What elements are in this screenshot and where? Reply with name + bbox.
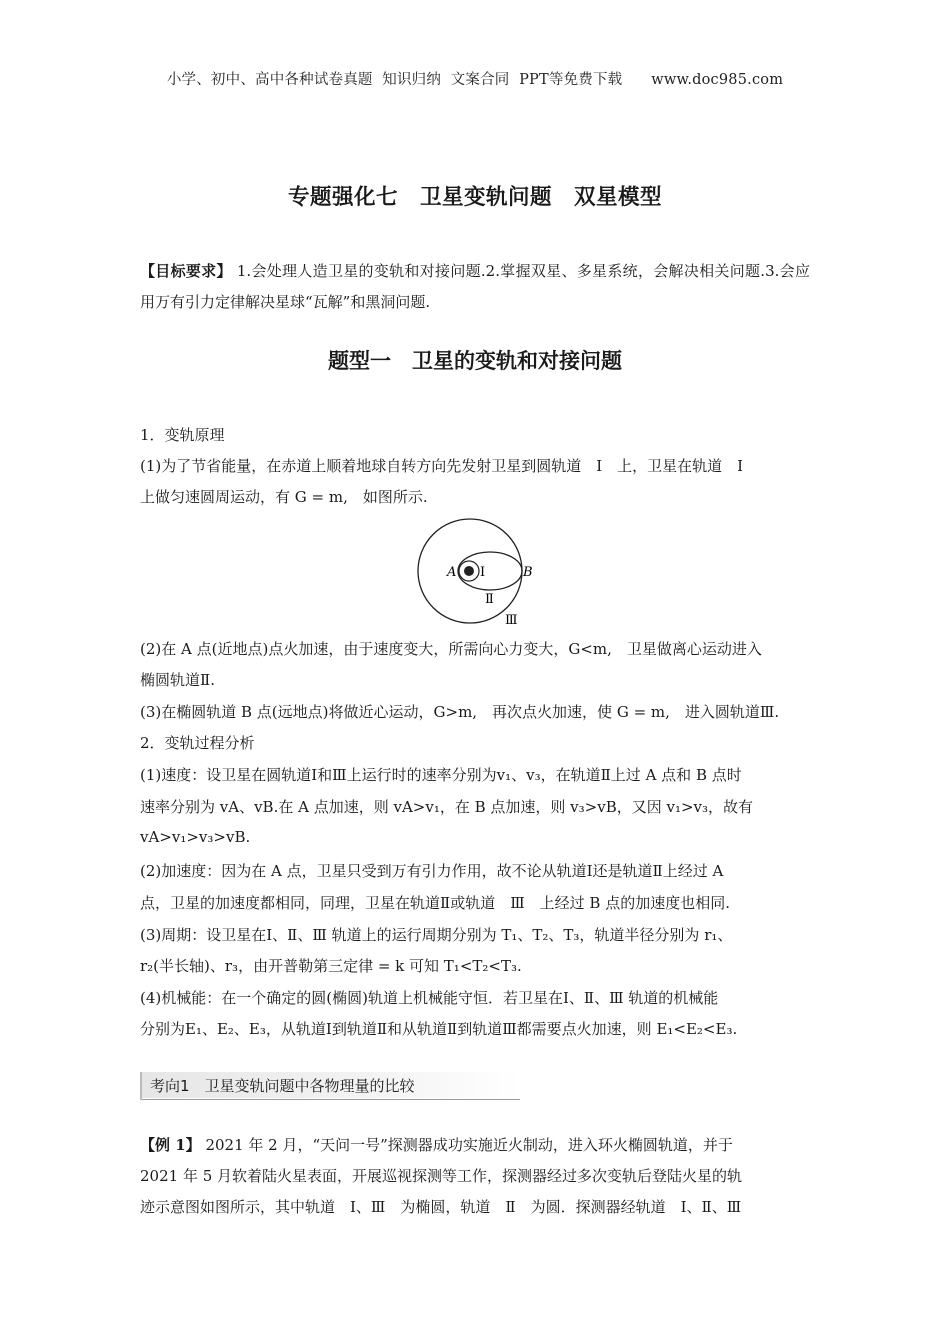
orbit-iii-label: Ⅲ	[505, 613, 518, 628]
orbit-ii-label: Ⅱ	[485, 592, 494, 607]
orbit-i-label: Ⅰ	[480, 565, 486, 580]
goal-label: 【目标要求】	[140, 262, 232, 280]
orbit-diagram	[400, 512, 550, 634]
text-line: (3)周期：设卫星在Ⅰ、Ⅱ、Ⅲ 轨道上的运行周期分别为 T₁、T₂、T₃，轨道半径分别为 r₁、	[140, 926, 733, 944]
text-line: 点，卫星的加速度都相同，同理，卫星在轨道Ⅱ或轨道 Ⅲ 上经过 B 点的加速度也相同.	[140, 894, 730, 912]
earth-dot	[464, 566, 474, 576]
text-line: vA>v₁>v₃>vB.	[140, 828, 251, 846]
example-label: 【例 1】	[140, 1136, 201, 1154]
text-line: (1)为了节省能量，在赤道上顺着地球自转方向先发射卫星到圆轨道 Ⅰ 上，卫星在轨道 Ⅰ	[140, 457, 744, 475]
text-line: 迹示意图如图所示，其中轨道 Ⅰ、Ⅲ 为椭圆，轨道 Ⅱ 为圆．探测器经轨道 Ⅰ、Ⅱ、Ⅲ	[140, 1198, 742, 1216]
text-line: 速率分别为 vA、vB.在 A 点加速，则 vA>v₁，在 B 点加速，则 v₃>vB，又因 v₁>v₃，故有	[140, 798, 754, 816]
page-header: 小学、初中、高中各种试卷真题 知识归纳 文案合同 PPT等免费下载 www.doc985.com	[166, 72, 784, 88]
goal-paragraph	[140, 256, 810, 317]
text-line: (2)在 A 点(近地点)点火加速，由于速度变大，所需向心力变大，G<m, 卫星做离心运动进入	[140, 640, 762, 658]
heading-orbit-analysis: 2．变轨过程分析	[140, 734, 255, 752]
kaoxiang-label: 考向1 卫星变轨问题中各物理量的比较	[150, 1077, 415, 1095]
text-line: (1)速度：设卫星在圆轨道Ⅰ和Ⅲ上运行时的速率分别为v₁、v₃，在轨道Ⅱ上过 A 点和 B 点时	[140, 766, 742, 784]
page-title: 专题强化七 卫星变轨问题 双星模型	[287, 185, 662, 210]
example-text: 2021 年 2 月，“天问一号”探测器成功实施近火制动，进入环火椭圆轨道，并于	[205, 1136, 733, 1154]
text-line: 分别为E₁、E₂、E₃，从轨道Ⅰ到轨道Ⅱ和从轨道Ⅱ到轨道Ⅲ都需要点火加速，则 E₁<E₂<E₃.	[140, 1020, 738, 1038]
example-line	[140, 1134, 733, 1155]
kaoxiang-banner	[140, 1072, 520, 1102]
text-line: 上做匀速圆周运动，有 G = m, 如图所示.	[140, 488, 428, 506]
text-line: (4)机械能：在一个确定的圆(椭圆)轨道上机械能守恒．若卫星在Ⅰ、Ⅱ、Ⅲ 轨道的机械能	[140, 989, 719, 1007]
heading-orbit-principle: 1．变轨原理	[140, 426, 225, 444]
text-line: r₂(半长轴)、r₃，由开普勒第三定律 = k 可知 T₁<T₂<T₃.	[140, 957, 522, 975]
point-b-label: B	[523, 565, 533, 580]
goal-text: 1.会处理人造卫星的变轨和对接问题.2.掌握双星、多星系统，会解决相关问题.3.会应用万有引力定律解决星球“瓦解”和黑洞问题.	[140, 262, 810, 311]
point-a-label: A	[447, 565, 457, 580]
text-line: (3)在椭圆轨道 B 点(远地点)将做近心运动，G>m, 再次点火加速，使 G = m, 进入圆轨道Ⅲ.	[140, 703, 780, 721]
text-line: (2)加速度：因为在 A 点，卫星只受到万有引力作用，故不论从轨道Ⅰ还是轨道Ⅱ上经过 A	[140, 862, 724, 880]
section-title: 题型一 卫星的变轨和对接问题	[328, 349, 622, 373]
text-line: 椭圆轨道Ⅱ.	[140, 671, 215, 689]
text-line: 2021 年 5 月软着陆火星表面，开展巡视探测等工作，探测器经过多次变轨后登陆火星的轨	[140, 1167, 743, 1185]
